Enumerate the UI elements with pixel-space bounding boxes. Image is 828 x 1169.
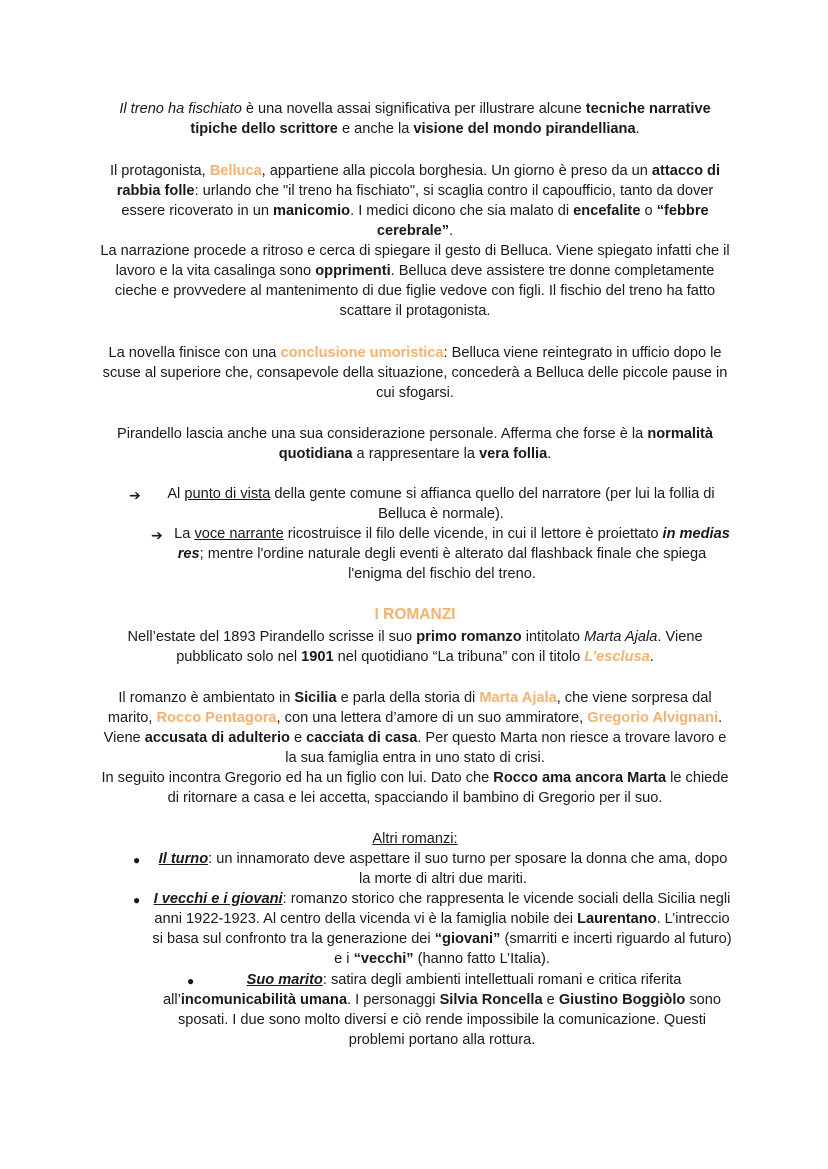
conclusion-paragraph: La novella finisce con una conclusione umoristica: Belluca viene reintegrato in ufficio dopo le scuse al superiore che, consapevole della situazione, concederà a Belluca delle piccole pause in cui sfogarsi. bbox=[102, 345, 728, 401]
consideration-paragraph: Pirandello lascia anche una sua considerazione personale. Afferma che forse è la normalità quotidiana a rappresentare la vera follia. bbox=[117, 426, 713, 462]
arrow-bullet-icon: ➔ bbox=[151, 527, 163, 543]
section-heading: I ROMANZI bbox=[374, 606, 456, 623]
intro-paragraph: Il treno ha fischiato è una novella assai significativa per illustrare alcune tecniche narrative tipiche dello scrittore e anche la visione del mondo pirandelliana. bbox=[119, 101, 711, 137]
arrow-bullet-icon: ➔ bbox=[129, 487, 141, 503]
first-novel-paragraph: Nell’estate del 1893 Pirandello scrisse il suo primo romanzo intitolato Marta Ajala. Viene pubblicato solo nel 1901 nel quotidiano “La tribuna” con il titolo L’esclusa. bbox=[127, 629, 703, 665]
novel-item-il-turno: Il turno: un innamorato deve aspettare il suo turno per sposare la donna che ama, dopo la morte di altri due mariti. bbox=[158, 851, 728, 887]
novel-item-suo-marito: Suo marito: satira degli ambienti intellettuali romani e critica riferita all’incomunicabilità umana. I personaggi Silvia Roncella e Giustino Boggiòlo sono sposati. I due sono molto diversi e ciò rende impossibile la comunicazione. Questi problemi portano alla rottura. bbox=[162, 972, 721, 1048]
bullet-dot-icon: ● bbox=[187, 974, 195, 988]
other-novels-label: Altri romanzi: bbox=[372, 831, 458, 847]
bullet-dot-icon: ● bbox=[133, 893, 141, 907]
bullet-dot-icon: ● bbox=[133, 853, 141, 867]
plot-paragraph: Il romanzo è ambientato in Sicilia e parla della storia di Marta Ajala, che viene sorpresa dal marito, Rocco Pentagora, con una lettera d’amore di un suo ammiratore, Gregorio Alvignani. Viene accusata di adulterio e cacciata di casa. Per questo Marta non riesce a trovare lavoro e la sua famiglia entra in uno stato di crisi. bbox=[103, 690, 727, 766]
protagonist-paragraph: Il protagonista, Belluca, appartiene alla piccola borghesia. Un giorno è preso da un attacco di rabbia folle: urlando che "il treno ha fischiato", si scaglia contro il capoufficio, tanto da dover essere ricoverato in un manicomio. I medici dicono che sia malato di encefalite o “febbre cerebrale”. bbox=[109, 163, 721, 239]
novel-item-vecchi-giovani: I vecchi e i giovani: romanzo storico che rappresenta le vicende sociali della Sicilia negli anni 1922-1923. Al centro della vicenda vi è la famiglia nobile dei Laurentano. L’intreccio si basa sul confronto tra la generazione dei “giovani” (smarriti e incerti riguardo al futuro) e i “vecchi” (hanno fatto L’Italia). bbox=[152, 891, 732, 967]
ending-paragraph: In seguito incontra Gregorio ed ha un figlio con lui. Dato che Rocco ama ancora Marta le chiede di ritornare a casa e lei accetta, spacciando il bambino di Gregorio per il suo. bbox=[101, 770, 729, 806]
arrow-item-narrating-voice: La voce narrante ricostruisce il filo delle vicende, in cui il lettore è proiettato in medias res; mentre l'ordine naturale degli eventi è alterato dal flashback finale che spiega l'enigma del fischio del treno. bbox=[174, 526, 730, 582]
belluca-name: Belluca bbox=[209, 163, 262, 179]
narration-paragraph: La narrazione procede a ritroso e cerca di spiegare il gesto di Belluca. Viene spiegato infatti che il lavoro e la vita casalinga sono opprimenti. Belluca deve assistere tre donne completamente cieche e provvedere al mantenimento di due figlie vedove con figli. Il fischio del treno ha fatto scattare il protagonista. bbox=[100, 243, 730, 319]
novella-title: Il treno ha fischiato bbox=[119, 101, 242, 117]
arrow-item-point-of-view: Al punto di vista della gente comune si affianca quello del narratore (per lui la follia di Belluca è normale). bbox=[167, 486, 715, 522]
